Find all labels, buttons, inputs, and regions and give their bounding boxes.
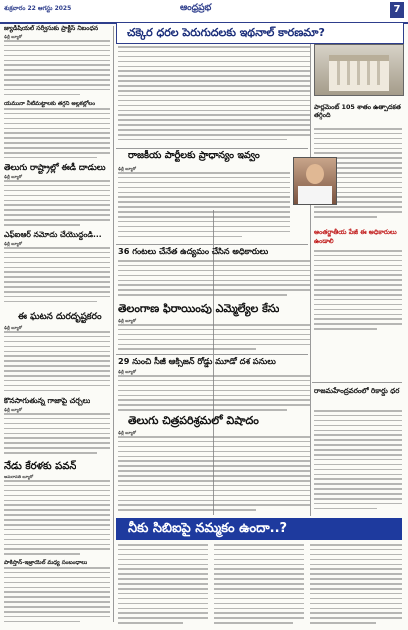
right-headline-1: పార్లమెంట్ 105 శాతం ఉత్పాదకత తగ్గింది (314, 103, 401, 119)
article-body (118, 260, 310, 300)
center-byline-1: ఢిల్లీ బ్యూరో (118, 166, 137, 171)
left-byline-3: ఢిల్లీ బ్యూరో (4, 174, 23, 179)
article-body (4, 567, 110, 625)
article-body (4, 480, 110, 556)
center-headline-3: తెలంగాణ ఫిరాయింపు ఎమ్మెల్యేల కేసు (118, 302, 280, 315)
article-body (4, 331, 110, 393)
page-number: 7 (390, 2, 404, 18)
article-body (314, 410, 402, 514)
left-byline-4: ఢిల్లీ బ్యూరో (4, 241, 23, 246)
article-body (4, 40, 110, 98)
divider (116, 244, 308, 245)
top-banner-headline (116, 22, 404, 44)
article-body (118, 172, 290, 242)
bottom-banner-text: నీకు సిబిఐపై నమ్మకం ఉందా..? (128, 521, 288, 536)
article-body (4, 180, 110, 228)
center-byline-5: ఢిల్లీ బ్యూరో (118, 430, 137, 435)
divider (116, 148, 308, 149)
left-byline-1: ఢిల్లీ బ్యూరో (4, 34, 23, 39)
issue-date: శుక్రవారం 22 ఆగస్టు 2025 (4, 5, 72, 12)
person-photo (293, 157, 337, 205)
article-body (118, 436, 310, 516)
left-headline-7: నేడు కేరళకు పవన్ (4, 461, 77, 472)
right-headline-3: రాజమహేంద్రవరంలో రికార్డు ధర (314, 387, 400, 395)
left-headline-4: ఎఫ్ఐఆర్ నమోదు చేయొద్దండి... (4, 230, 102, 239)
bottom-banner-headline (116, 518, 402, 540)
column-rule (113, 26, 114, 622)
article-body (4, 247, 110, 307)
article-body (118, 324, 310, 354)
center-headline-2: 36 గంటలు చేనేత ఉద్యమం చేసిన అధికారులు (118, 246, 269, 256)
article-body (314, 250, 402, 336)
center-byline-4: ఢిల్లీ బ్యూరో (118, 369, 137, 374)
left-byline-6: ఢిల్లీ బ్యూరో (4, 407, 23, 412)
article-body (214, 544, 304, 626)
top-banner-text: చక్కెర ధరల పెరుగుదలకు ఇథనాల్ కారణమా? (127, 26, 325, 39)
center-headline-5: తెలుగు చిత్రపరిశ్రమలో విషాదం (128, 414, 259, 427)
left-headline-1: జ్యుడీషియల్ సర్వీసుకు ప్రాక్టీస్ నిబంధన (4, 25, 99, 32)
center-byline-3: ఢిల్లీ బ్యూరో (118, 318, 137, 323)
left-byline-7: అమరావతి బ్యూరో (4, 474, 34, 479)
left-headline-5: ఈ ఘటన దురదృష్టకరం (18, 312, 102, 322)
masthead-bar (0, 0, 408, 24)
article-body (118, 544, 208, 626)
article-body (118, 375, 310, 415)
masthead-title: ఆంధ్రప్రభ (180, 3, 212, 13)
divider (116, 354, 308, 355)
parliament-photo (314, 44, 404, 96)
column-rule (310, 26, 311, 516)
left-headline-6: కొనసాగుతున్న గాజాపై చర్చలు (4, 396, 91, 405)
center-headline-4: 29 నుంచి సీజీ ఆక్సిజన్ రోడ్డు మూడో దశ పనులు (118, 356, 276, 366)
article-body (310, 544, 402, 626)
article-body (4, 413, 110, 457)
left-byline-5: ఢిల్లీ బ్యూరో (4, 325, 23, 330)
center-headline-1: రాజకీయ పార్టీలకు ప్రాధాన్యం ఇవ్వం (128, 150, 260, 161)
article-body (4, 108, 110, 160)
left-headline-3: తెలుగు రాష్ట్రాల్లో ఈడీ దాడులు (4, 162, 106, 172)
divider (312, 382, 402, 383)
lead-article-body (118, 46, 310, 146)
right-headline-2: అంతర్జాతీయ పేజీ ఈ అధికారులు ఉండాలి (314, 228, 397, 245)
left-headline-8: పాకిస్తాన్-ఇజ్రాయెల్ మధ్య సంబంధాలు (4, 560, 88, 566)
left-headline-2: యమునా నీటిమట్టాలకు తగ్గని అల్లకల్లోలం (4, 101, 96, 107)
